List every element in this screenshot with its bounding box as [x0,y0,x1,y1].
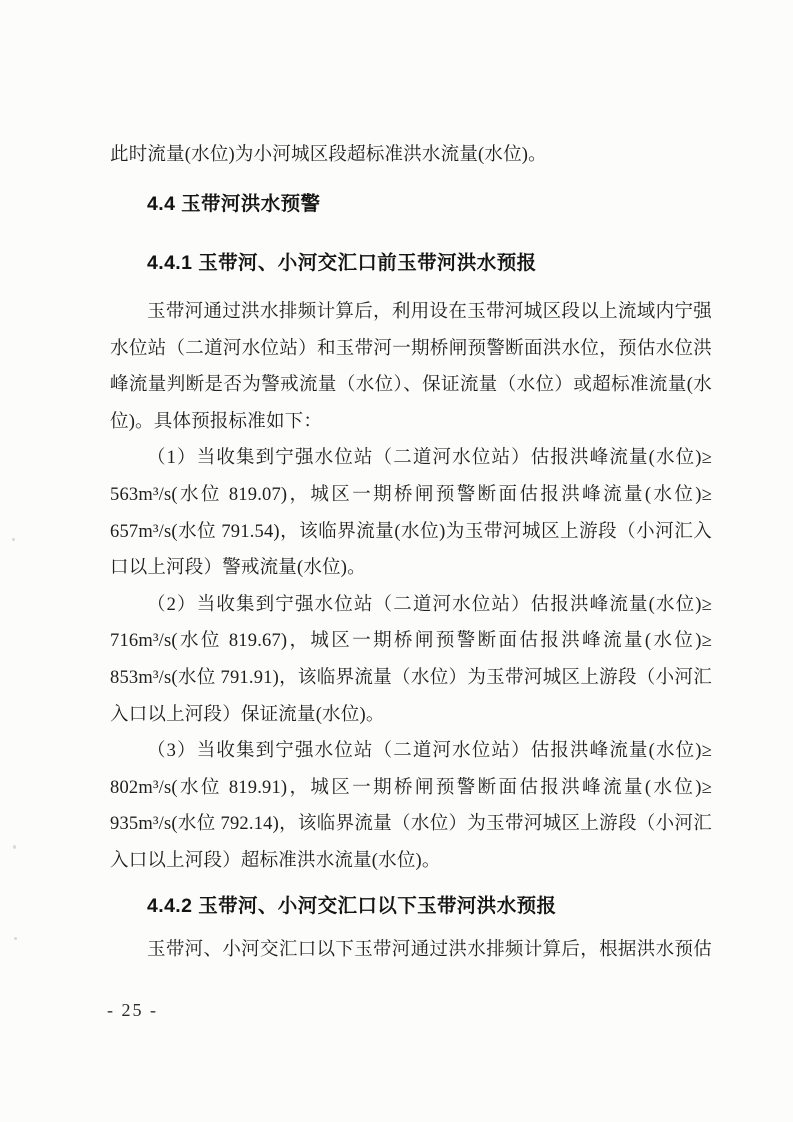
text-line: （2）当收集到宁强水位站（二道河水位站）估报洪峰流量(水位)≥ [147,594,712,615]
text-line: （1）当收集到宁强水位站（二道河水位站）估报洪峰流量(水位)≥ [147,448,712,469]
text-line: 峰流量判断是否为警戒流量（水位）、保证流量（水位）或超标准流量(水 [110,375,712,396]
text-line: 玉带河、小河交汇口以下玉带河通过洪水排频计算后，根据洪水预估 [147,940,712,960]
text-line: 563m³/s(水位 819.07)，城区一期桥闸预警断面估报洪峰流量(水位)≥ [110,484,712,505]
scan-speck [12,538,15,541]
text-line: 水位站（二道河水位站）和玉带河一期桥闸预警断面洪水位，预估水位洪 [110,338,712,359]
text-line: 入口以上河段）超标准洪水流量(水位)。 [110,850,441,871]
text-line: 716m³/s(水位 819.67)，城区一期桥闸预警断面估报洪峰流量(水位)≥ [110,631,712,652]
text-line: 入口以上河段）保证流量(水位)。 [110,704,385,725]
section-heading-4-4-1: 4.4.1 玉带河、小河交汇口前玉带河洪水预报 [147,252,537,274]
section-heading-4-4: 4.4 玉带河洪水预警 [147,193,321,215]
body-text-block [110,294,712,880]
text-line: 玉带河通过洪水排频计算后，利用设在玉带河城区段以上流域内宁强 [147,302,712,322]
text-line: 位)。具体预报标准如下： [110,411,323,432]
carryover-text-line: 此时流量(水位)为小河城区段超标准洪水流量(水位)。 [110,145,547,165]
text-line: 935m³/s(水位 792.14)，该临界流量（水位）为玉带河城区上游段（小河汇 [110,814,712,835]
text-line: 802m³/s(水位 819.91)，城区一期桥闸预警断面估报洪峰流量(水位)≥ [110,777,712,798]
scan-speck [13,845,16,849]
text-line: （3）当收集到宁强水位站（二道河水位站）估报洪峰流量(水位)≥ [147,741,712,762]
text-line: 853m³/s(水位 791.91)，该临界流量（水位）为玉带河城区上游段（小河汇 [110,667,712,688]
page-number: - 25 - [107,1000,158,1020]
text-line: 657m³/s(水位 791.54)，该临界流量(水位)为玉带河城区上游段（小河汇入 [110,521,712,542]
scan-speck [14,937,17,940]
section-heading-4-4-2: 4.4.2 玉带河、小河交汇口以下玉带河洪水预报 [147,895,557,917]
text-line: 口以上河段）警戒流量(水位)。 [110,558,366,579]
